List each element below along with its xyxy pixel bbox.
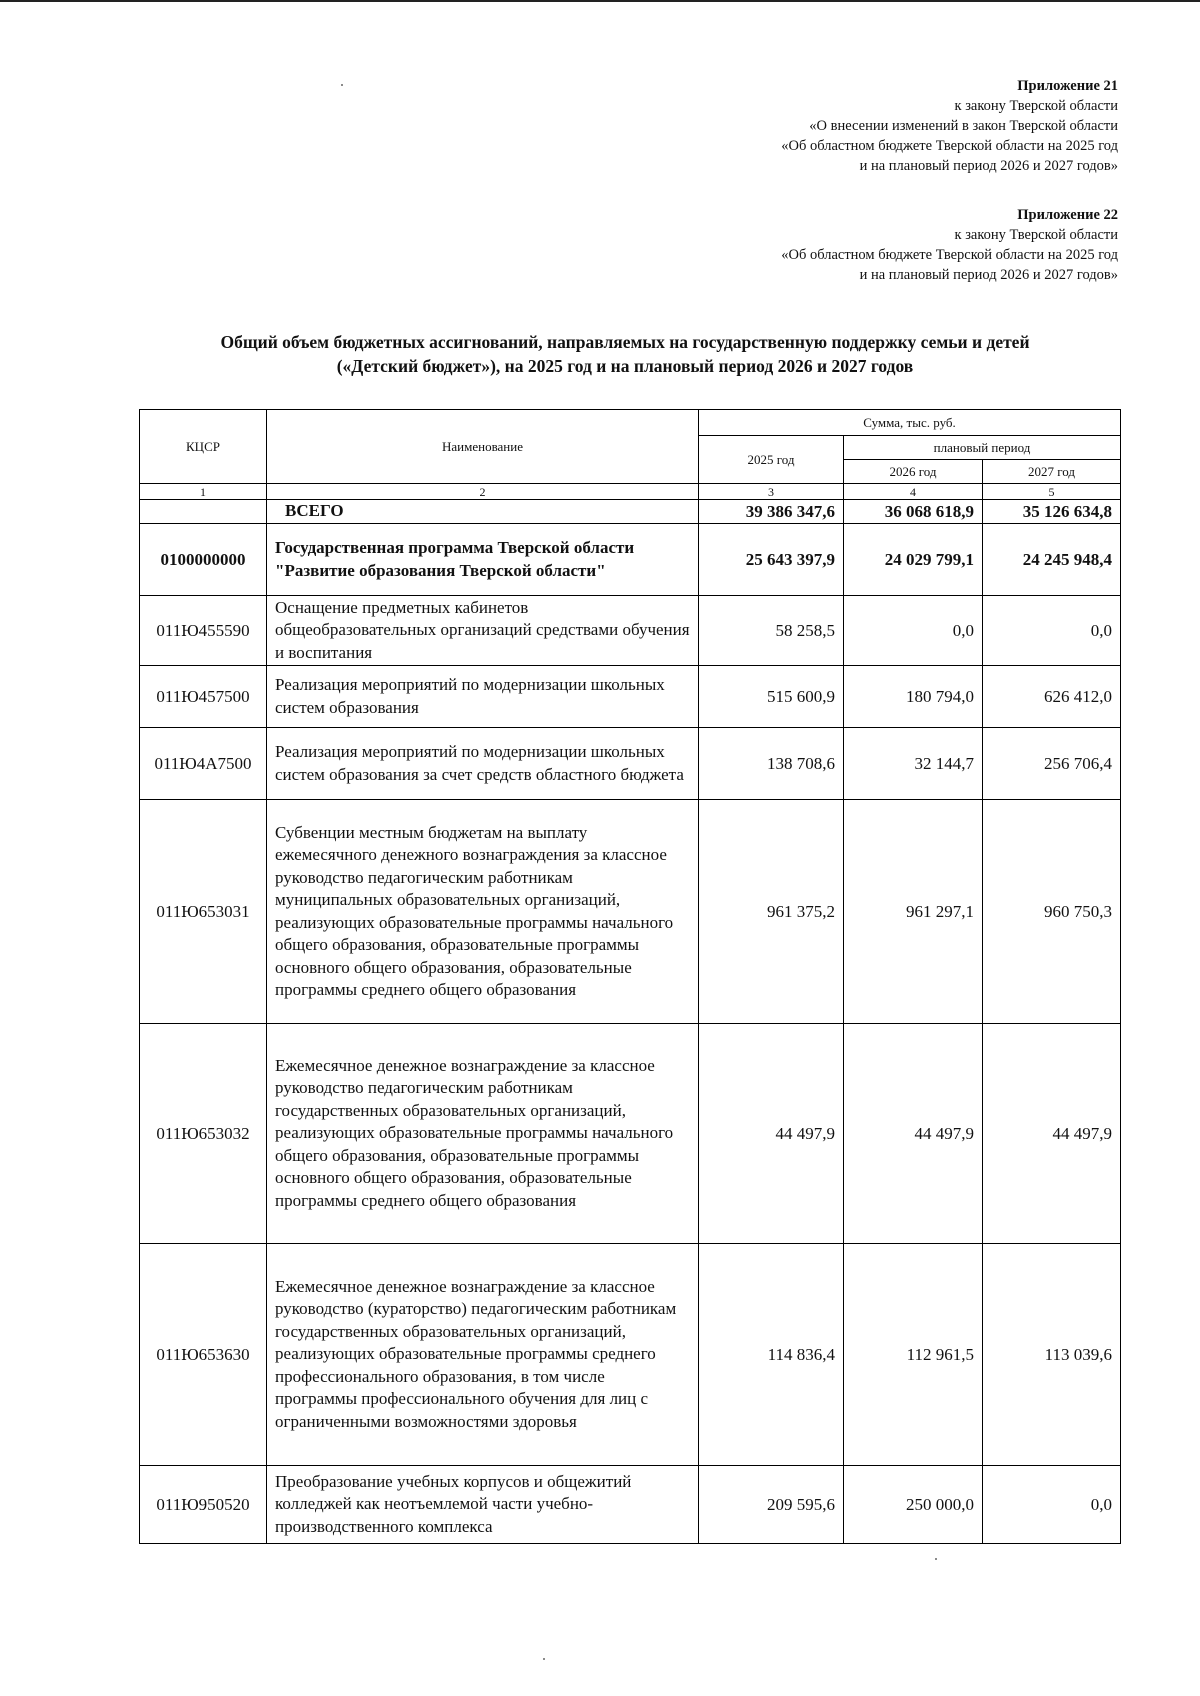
total-row (140, 500, 1121, 524)
row-value-2027: 44 497,9 (983, 1024, 1121, 1244)
row-value-2026: 32 144,7 (844, 728, 983, 800)
row-value-2025: 515 600,9 (699, 666, 844, 728)
appendix-22-block (781, 205, 1118, 285)
row-value-2025: 209 595,6 (699, 1466, 844, 1544)
table-row (140, 666, 1121, 728)
row-value-2026: 180 794,0 (844, 666, 983, 728)
table-row (140, 524, 1121, 596)
row-value-2026: 112 961,5 (844, 1244, 983, 1466)
table-row (140, 1244, 1121, 1466)
page-top-border (0, 0, 1200, 2)
row-name: Реализация мероприятий по модернизации школьных систем образования (267, 666, 699, 728)
document-heading (140, 330, 1110, 378)
row-code: 011Ю4А7500 (140, 728, 267, 800)
row-code: 011Ю950520 (140, 1466, 267, 1544)
row-code: 011Ю455590 (140, 596, 267, 666)
row-value-2026: 24 029 799,1 (844, 524, 983, 596)
scan-speck (543, 1658, 545, 1660)
appendix-22-line: к закону Тверской области (954, 227, 1118, 243)
row-code: 0100000000 (140, 524, 267, 596)
header-name: Наименование (267, 410, 699, 484)
appendix-22-title: Приложение 22 (1017, 207, 1118, 223)
row-code: 011Ю653630 (140, 1244, 267, 1466)
row-name: Субвенции местным бюджетам на выплату ежемесячного денежного вознаграждения за классное руководство педагогическим работникам муниципальных образовательных организаций, реализующих образовательные программы начального общего образования, образовательные программы основного общего образования, образовательные программы среднего общего образования (267, 800, 699, 1024)
header-year-2027: 2027 год (983, 460, 1121, 484)
total-2025: 39 386 347,6 (699, 500, 844, 524)
row-value-2027: 24 245 948,4 (983, 524, 1121, 596)
row-value-2025: 114 836,4 (699, 1244, 844, 1466)
column-numbers-row (140, 484, 1121, 500)
total-label: ВСЕГО (267, 500, 699, 524)
row-value-2026: 0,0 (844, 596, 983, 666)
row-value-2025: 58 258,5 (699, 596, 844, 666)
table-row (140, 800, 1121, 1024)
column-number: 4 (844, 484, 983, 500)
scan-speck (341, 84, 343, 86)
row-value-2027: 626 412,0 (983, 666, 1121, 728)
appendix-21-line: к закону Тверской области (954, 98, 1118, 114)
appendix-22-line: и на плановый период 2026 и 2027 годов» (859, 267, 1118, 283)
row-name: Ежемесячное денежное вознаграждение за классное руководство (кураторство) педагогическим работникам государственных образовательных организаций, реализующих образовательные программы среднего профессионального образования, в том числе программы профессионального обучения для лиц с ограниченными возможностями здоровья (267, 1244, 699, 1466)
appendix-21-line: «Об областном бюджете Тверской области на 2025 год (781, 138, 1118, 154)
row-code: 011Ю457500 (140, 666, 267, 728)
row-value-2025: 138 708,6 (699, 728, 844, 800)
budget-table (139, 409, 1121, 1544)
row-value-2027: 0,0 (983, 596, 1121, 666)
table-row (140, 596, 1121, 666)
row-name: Преобразование учебных корпусов и общежитий колледжей как неотъемлемой части учебно-производственного комплекса (267, 1466, 699, 1544)
appendix-21-line: и на плановый период 2026 и 2027 годов» (859, 158, 1118, 174)
row-code: 011Ю653032 (140, 1024, 267, 1244)
row-name: Оснащение предметных кабинетов общеобразовательных организаций средствами обучения и воспитания (267, 596, 699, 666)
row-code: 011Ю653031 (140, 800, 267, 1024)
table-row (140, 728, 1121, 800)
row-name: Ежемесячное денежное вознаграждение за классное руководство педагогическим работникам государственных образовательных организаций, реализующих образовательные программы начального общего образования, образовательные программы основного общего образования, образовательные программы среднего общего образования (267, 1024, 699, 1244)
header-year-2026: 2026 год (844, 460, 983, 484)
appendix-21-block (781, 76, 1118, 176)
row-value-2026: 250 000,0 (844, 1466, 983, 1544)
column-number: 2 (267, 484, 699, 500)
header-year-2025: 2025 год (699, 436, 844, 484)
row-value-2026: 961 297,1 (844, 800, 983, 1024)
appendix-22-line: «Об областном бюджете Тверской области на 2025 год (781, 247, 1118, 263)
row-name: Государственная программа Тверской области "Развитие образования Тверской области" (267, 524, 699, 596)
column-number: 1 (140, 484, 267, 500)
row-value-2027: 256 706,4 (983, 728, 1121, 800)
appendix-21-title: Приложение 21 (1017, 78, 1118, 94)
appendix-21-line: «О внесении изменений в закон Тверской области (809, 118, 1118, 134)
scan-speck (935, 1558, 937, 1560)
row-value-2027: 113 039,6 (983, 1244, 1121, 1466)
row-value-2027: 960 750,3 (983, 800, 1121, 1024)
header-planned-period: плановый период (844, 436, 1121, 460)
column-number: 3 (699, 484, 844, 500)
total-2026: 36 068 618,9 (844, 500, 983, 524)
header-sum: Сумма, тыс. руб. (699, 410, 1121, 436)
row-value-2025: 25 643 397,9 (699, 524, 844, 596)
heading-line-1: Общий объем бюджетных ассигнований, направляемых на государственную поддержку семьи и детей (220, 332, 1030, 352)
row-name: Реализация мероприятий по модернизации школьных систем образования за счет средств областного бюджета (267, 728, 699, 800)
total-2027: 35 126 634,8 (983, 500, 1121, 524)
table-row (140, 1024, 1121, 1244)
header-code: КЦСР (140, 410, 267, 484)
row-value-2025: 44 497,9 (699, 1024, 844, 1244)
row-value-2025: 961 375,2 (699, 800, 844, 1024)
table-row (140, 1466, 1121, 1544)
total-code-cell (140, 500, 267, 524)
row-value-2027: 0,0 (983, 1466, 1121, 1544)
heading-line-2: («Детский бюджет»), на 2025 год и на плановый период 2026 и 2027 годов (336, 356, 914, 376)
column-number: 5 (983, 484, 1121, 500)
row-value-2026: 44 497,9 (844, 1024, 983, 1244)
